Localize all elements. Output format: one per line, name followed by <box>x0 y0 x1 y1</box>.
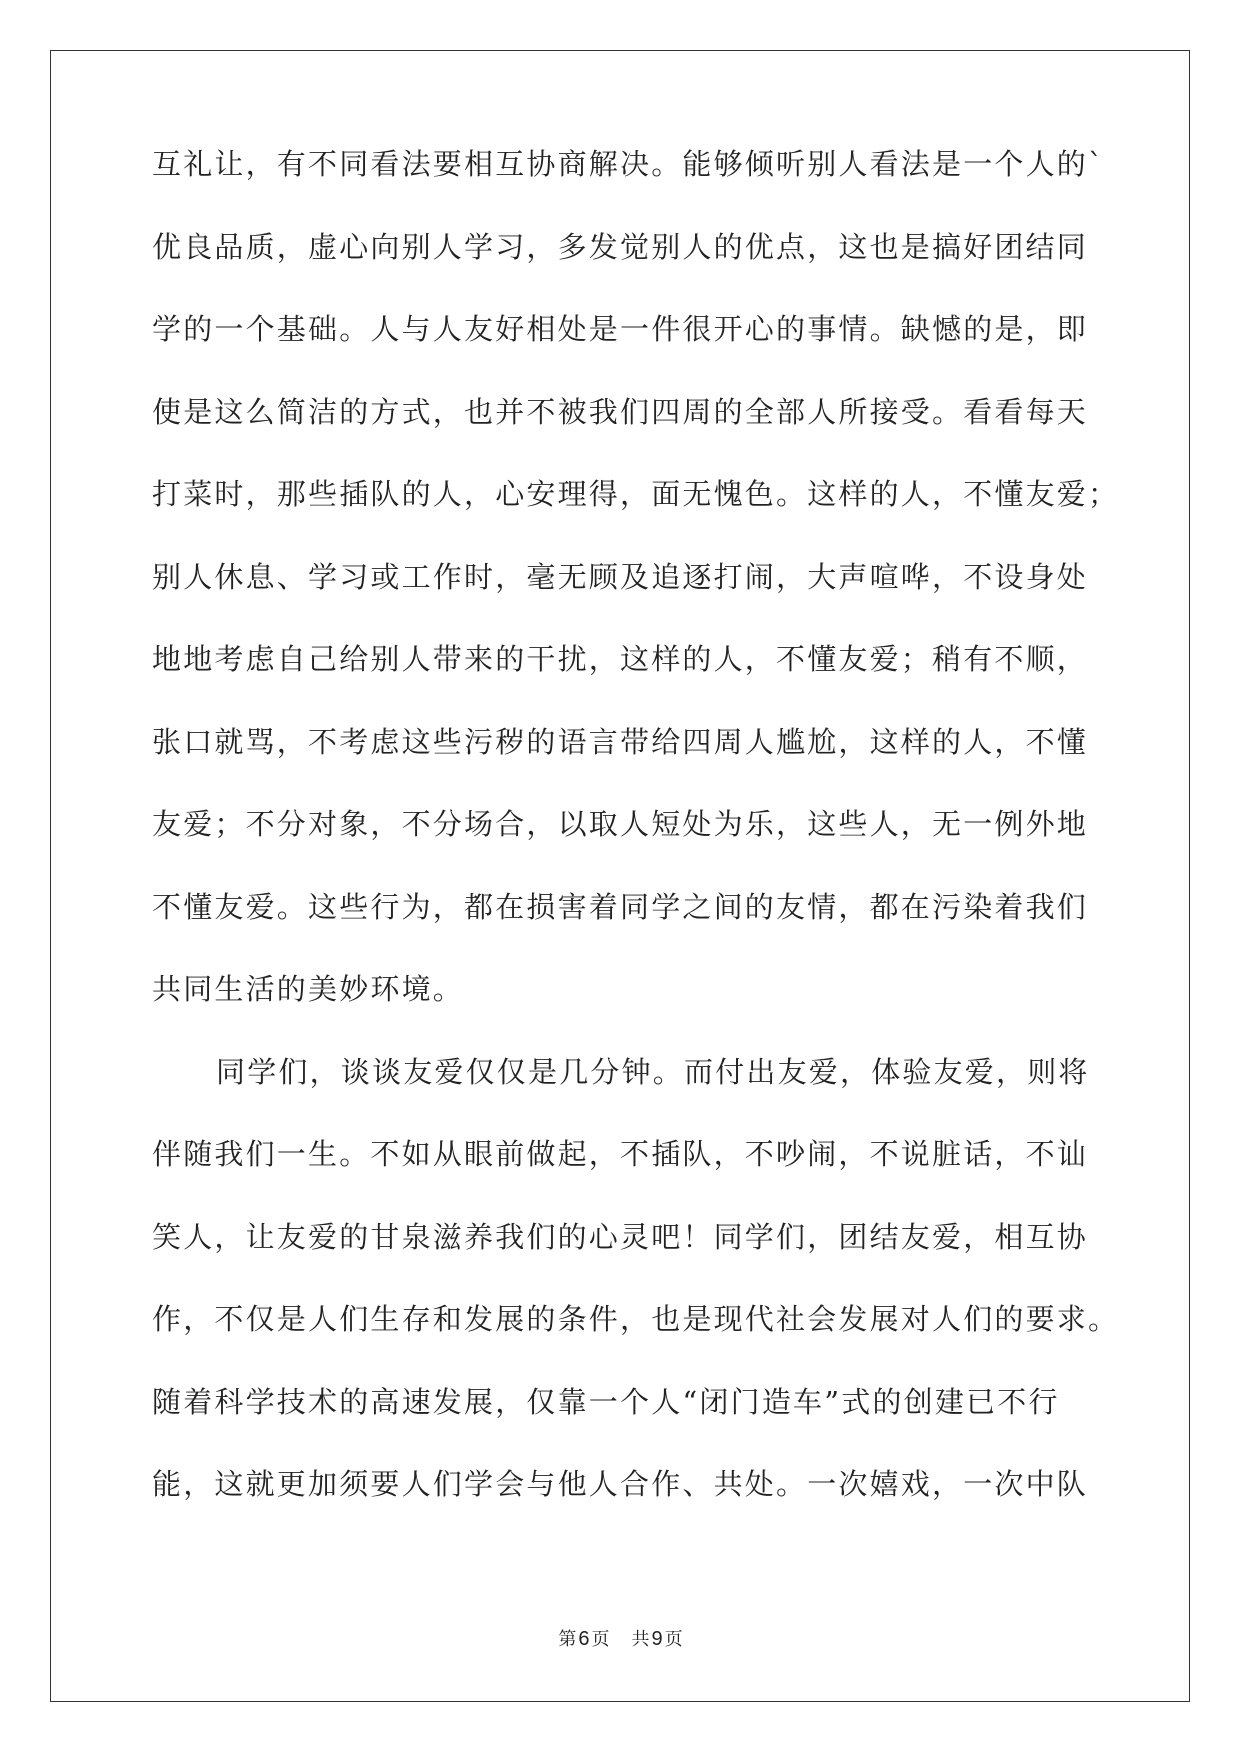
footer-current-page: 6 <box>578 1628 590 1650</box>
text-line: 别人休息、学习或工作时，毫无顾及追逐打闹，大声喧哗，不设身处 <box>152 559 1089 594</box>
text-line: 使是这么简洁的方式，也并不被我们四周的全部人所接受。看看每天 <box>152 394 1089 429</box>
page-footer <box>0 1625 1241 1651</box>
text-line: 随着科学技术的高速发展，仅靠一个人“闭门造车”式的创建已不行 <box>152 1384 1060 1419</box>
text-line: 伴随我们一生。不如从眼前做起，不插队，不吵闹，不说脏话，不讪 <box>152 1137 1089 1171</box>
text-line: 学的一个基础。人与人友好相处是一件很开心的事情。缺憾的是，即 <box>152 312 1089 346</box>
text-line: 能，这就更加须要人们学会与他人合作、共处。一次嬉戏，一次中队 <box>152 1467 1089 1501</box>
text-line: 笑人，让友爱的甘泉滋养我们的心灵吧！同学们，团结友爱，相互协 <box>152 1219 1089 1254</box>
footer-total-pages: 9 <box>651 1628 663 1650</box>
document-body <box>152 139 1120 1542</box>
footer-page-prefix: 第 <box>558 1629 577 1650</box>
text-line: 打菜时，那些插队的人，心安理得，面无愧色。这样的人，不懂友爱； <box>152 477 1120 511</box>
text-line: 张口就骂，不考虑这些污秽的语言带给四周人尴尬，这样的人，不懂 <box>152 724 1089 759</box>
text-line: 不懂友爱。这些行为，都在损害着同学之间的友情，都在污染着我们 <box>152 889 1089 924</box>
text-line: 同学们，谈谈友爱仅仅是几分钟。而付出友爱，体验友爱，则将 <box>216 1054 1090 1089</box>
footer-total-prefix: 共 <box>631 1629 650 1650</box>
text-line: 互礼让，有不同看法要相互协商解决。能够倾听别人看法是一个人的` <box>152 147 1105 181</box>
footer-page-suffix: 页 <box>591 1629 610 1650</box>
text-line: 共同生活的美妙环境。 <box>152 972 465 1006</box>
footer-total-suffix: 页 <box>664 1629 683 1650</box>
text-line: 优良品质，虚心向别人学习，多发觉别人的优点，这也是搞好团结同 <box>152 229 1089 264</box>
text-line: 友爱；不分对象，不分场合，以取人短处为乐，这些人，无一例外地 <box>152 807 1089 841</box>
text-line: 地地考虑自己给别人带来的干扰，这样的人，不懂友爱；稍有不顺， <box>152 642 1089 676</box>
text-line: 作，不仅是人们生存和发展的条件，也是现代社会发展对人们的要求。 <box>152 1302 1120 1336</box>
